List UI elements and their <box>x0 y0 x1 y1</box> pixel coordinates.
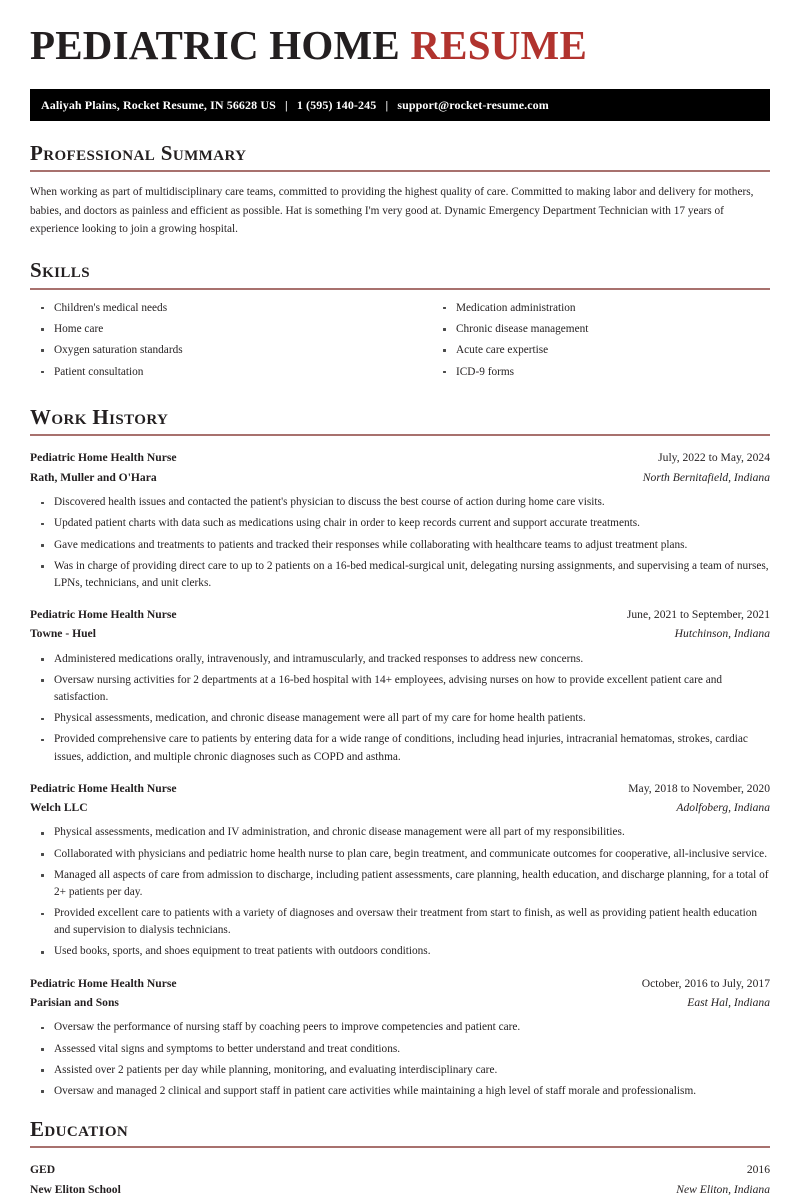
education-school-row <box>30 1181 770 1198</box>
contact-address: Aaliyah Plains, Rocket Resume, IN 56628 US <box>41 97 276 112</box>
job-title-row <box>30 975 770 992</box>
list-item: Oversaw the performance of nursing staff by coaching peers to improve competencies and patient care. <box>30 1019 770 1036</box>
list-item: Was in charge of providing direct care to up to 2 patients on a 16-bed medical-surgical unit, delegating nursing assignments, and supervising a team of nurses, LPNs, technicians, and unit clerks. <box>30 558 770 592</box>
section-skills <box>30 259 770 385</box>
list-item: Oxygen saturation standards <box>30 342 400 358</box>
contact-bar <box>30 89 770 121</box>
skills-list-right <box>432 300 770 380</box>
list-item: Medication administration <box>432 300 770 316</box>
section-work-history <box>30 406 770 1100</box>
list-item: Administered medications orally, intravenously, and intramuscularly, and tracked responses to address new concerns. <box>30 651 770 668</box>
skills-list-left <box>30 300 400 380</box>
job-location: Adolfoberg, Indiana <box>676 801 770 815</box>
list-item: Acute care expertise <box>432 342 770 358</box>
list-item: Updated patient charts with data such as medications using chair in order to keep records current and support accurate treatments. <box>30 515 770 532</box>
list-item: Collaborated with physicians and pediatric home health nurse to plan care, begin treatment, and communicate outcomes for cooperative, all-inclusive service. <box>30 846 770 863</box>
education-list <box>30 1161 770 1198</box>
section-education <box>30 1118 770 1198</box>
skills-column-left <box>30 300 400 385</box>
list-item: Chronic disease management <box>432 321 770 337</box>
page-title-main: PEDIATRIC HOME <box>30 22 411 68</box>
contact-email: support@rocket-resume.com <box>397 97 549 112</box>
section-divider-summary <box>30 170 770 172</box>
job-location: East Hal, Indiana <box>687 995 770 1009</box>
job-company: Parisian and Sons <box>30 995 119 1009</box>
section-divider-skills <box>30 288 770 290</box>
section-heading-summary: Professional Summary <box>30 140 247 165</box>
list-item: Managed all aspects of care from admission to discharge, including patient assessments, care planning, health education, and discharge planning, for a total of 2+ patients per day. <box>30 867 770 901</box>
job-company: Welch LLC <box>30 801 88 815</box>
section-heading-education: Education <box>30 1116 129 1141</box>
job-title-row <box>30 606 770 623</box>
job-dates: June, 2021 to September, 2021 <box>626 607 770 621</box>
job-location: Hutchinson, Indiana <box>674 627 770 641</box>
section-heading-work-history: Work History <box>30 404 169 429</box>
job-title: Pediatric Home Health Nurse <box>30 976 177 990</box>
list-item: Children's medical needs <box>30 300 400 316</box>
list-item: ICD-9 forms <box>432 364 770 380</box>
work-history-entry <box>30 780 770 961</box>
work-history-entry <box>30 449 770 592</box>
job-dates: October, 2016 to July, 2017 <box>641 976 770 990</box>
list-item: Discovered health issues and contacted the patient's physician to discuss the best course of action during home care visits. <box>30 494 770 511</box>
job-title: Pediatric Home Health Nurse <box>30 607 177 621</box>
job-bullet-list <box>30 494 770 592</box>
section-divider-work-history <box>30 434 770 436</box>
list-item: Oversaw nursing activities for 2 departments at a 16-bed hospital with 14+ employees, advising nurses on how to provide excellent patient care and satisfaction. <box>30 672 770 706</box>
job-dates: July, 2022 to May, 2024 <box>658 451 770 465</box>
skills-column-right <box>400 300 770 385</box>
job-bullet-list <box>30 824 770 960</box>
list-item: Used books, sports, and shoes equipment to treat patients with outdoors conditions. <box>30 943 770 960</box>
list-item: Provided comprehensive care to patients by entering data for a wide range of conditions, including head injuries, intracranial hematomas, strokes, cardiac issues, addiction, and multiple chronic diagnoses such as COPD and asthma. <box>30 731 770 765</box>
contact-separator-1: | <box>284 97 288 112</box>
summary-text: When working as part of multidisciplinary care teams, committed to providing the highest quality of care. Committed to making labor and delivery for mothers, babies, and doctors as painless and efficient as possible. Hat is something I'm very good at. Dynamic Emergency Department Technician with 17 years of experience looking to join a growing hospital. <box>30 186 754 236</box>
job-company-row <box>30 625 770 642</box>
work-history-entry <box>30 606 770 766</box>
job-company-row <box>30 994 770 1011</box>
list-item: Patient consultation <box>30 364 400 380</box>
work-history-list <box>30 449 770 1100</box>
contact-phone: 1 (595) 140-245 <box>296 97 377 112</box>
education-degree: GED <box>30 1163 56 1177</box>
list-item: Assisted over 2 patients per day while planning, monitoring, and evaluating interdisciplinary care. <box>30 1062 770 1079</box>
job-dates: May, 2018 to November, 2020 <box>628 781 770 795</box>
list-item: Physical assessments, medication and IV administration, and chronic disease management were all part of my responsibilities. <box>30 824 770 841</box>
job-bullet-list <box>30 1019 770 1100</box>
job-title-row <box>30 780 770 797</box>
list-item: Provided excellent care to patients with a variety of diagnoses and oversaw their treatment from start to finish, as well as providing patient health education and supervision to dialysis technicians. <box>30 905 770 939</box>
list-item: Assessed vital signs and symptoms to better understand and treat conditions. <box>30 1041 770 1058</box>
job-bullet-list <box>30 651 770 766</box>
education-degree-row <box>30 1161 770 1178</box>
job-location: North Bernitafield, Indiana <box>642 470 770 484</box>
education-year: 2016 <box>746 1163 770 1177</box>
job-title: Pediatric Home Health Nurse <box>30 451 177 465</box>
contact-separator-2: | <box>385 97 389 112</box>
job-company-row <box>30 799 770 816</box>
section-divider-education <box>30 1146 770 1148</box>
list-item: Physical assessments, medication, and chronic disease management were all part of my care for home health patients. <box>30 710 770 727</box>
page-title <box>30 0 770 69</box>
page-title-accent: RESUME <box>410 22 587 68</box>
work-history-entry <box>30 975 770 1100</box>
section-heading-skills: Skills <box>30 258 90 283</box>
list-item: Home care <box>30 321 400 337</box>
job-title: Pediatric Home Health Nurse <box>30 781 177 795</box>
education-location: New Eliton, Indiana <box>676 1182 770 1196</box>
education-entry <box>30 1161 770 1198</box>
job-company: Rath, Muller and O'Hara <box>30 470 157 484</box>
job-company-row <box>30 469 770 486</box>
list-item: Gave medications and treatments to patients and tracked their responses while collaborating with healthcare teams to adjust treatment plans. <box>30 537 770 554</box>
list-item: Oversaw and managed 2 clinical and support staff in patient care activities while maintaining a high level of staff morale and professionalism. <box>30 1083 770 1100</box>
education-school: New Eliton School <box>30 1182 121 1196</box>
job-title-row <box>30 449 770 466</box>
job-company: Towne - Huel <box>30 627 96 641</box>
section-professional-summary <box>30 142 770 238</box>
